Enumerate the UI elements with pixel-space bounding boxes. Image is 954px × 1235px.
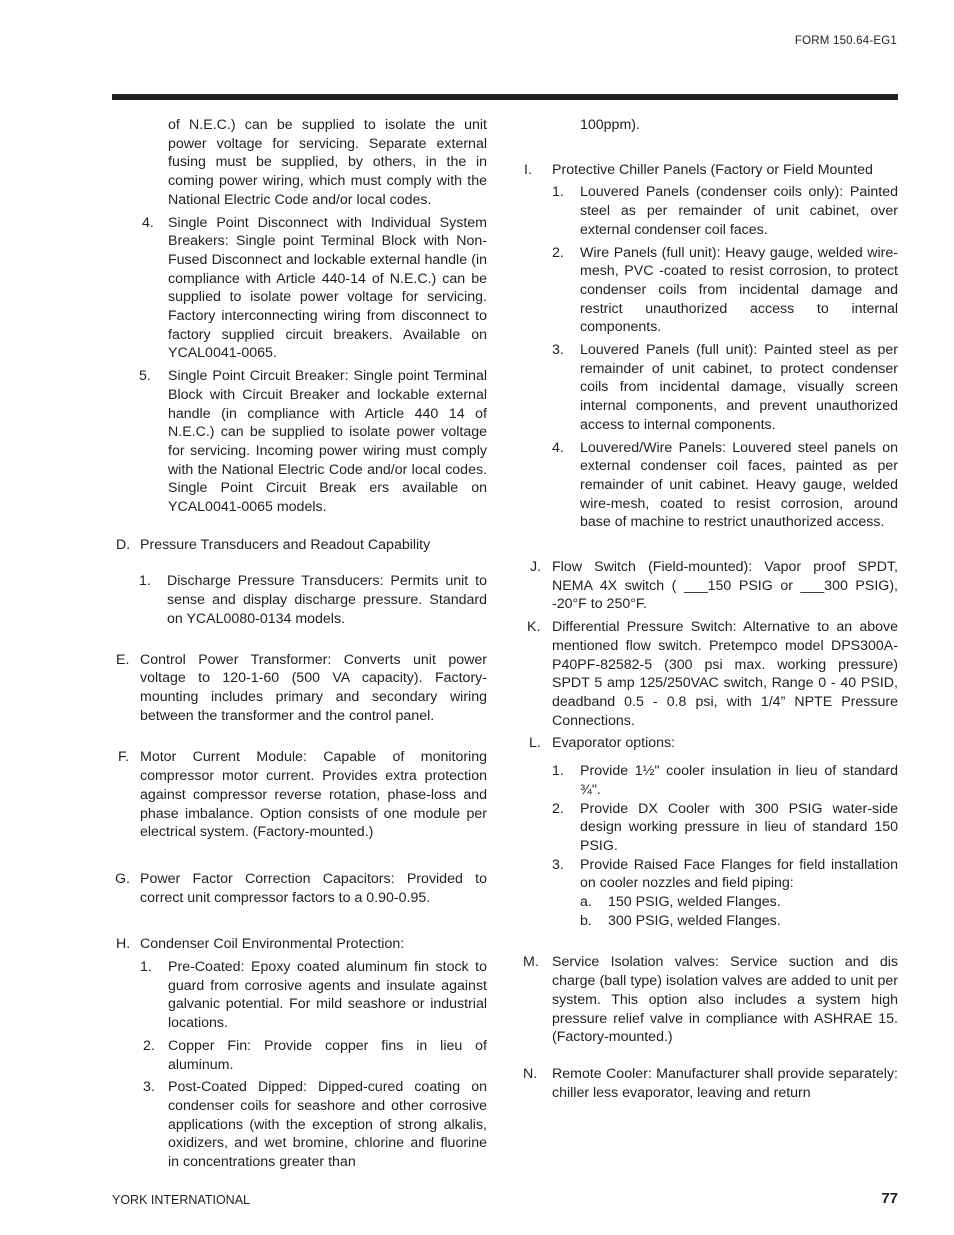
section-letter: E.: [116, 651, 130, 668]
header-rule: [112, 94, 898, 100]
section-letter: M.: [523, 954, 539, 971]
section-text: Service Isolation valves: Service suction and dis charge (ball type) isolation valves are added to unit per system. This option also includes a system high pressure relief valve in compliance with ASHRAE 15. (Factory-mounted.): [552, 954, 898, 1046]
section-letter: H.: [116, 936, 131, 953]
item-text: Louvered Panels (condenser coils only): Painted steel as per remainder of unit cabinet, over external condenser coil faces.: [580, 184, 898, 238]
section-title: Evaporator options:: [552, 735, 676, 752]
item-number: 5.: [139, 368, 151, 385]
item-number: 3.: [143, 1079, 155, 1096]
page-number: 77: [881, 1190, 898, 1207]
section-k: [521, 618, 898, 730]
left-column: [113, 116, 487, 1172]
section-text: Remote Cooler: Manufacturer shall provide separately: chiller less evaporator, leaving and return: [552, 1065, 898, 1101]
section-text: Flow Switch (Field-mounted): Vapor proof SPDT, NEMA 4X switch ( ___150 PSIG or ___300 PSIG), -20°F to 250°F.: [552, 559, 898, 613]
item-number: 1.: [552, 763, 564, 780]
section-i-item-2: [521, 244, 898, 338]
item-text: Provide Raised Face Flanges for field installation on cooler nozzles and field piping:: [580, 856, 898, 892]
right-column: [521, 116, 898, 1102]
item-text: 300 PSIG, welded Flanges.: [608, 912, 781, 929]
paragraph-text: of N.E.C.) can be supplied to isolate the unit power voltage for servicing. Separate external fusing must be supplied, by others, in the in coming power wiring, which must comply with the National Electric Code and/or local codes.: [168, 117, 487, 208]
item-number: 4.: [142, 214, 154, 231]
section-n: [521, 1065, 898, 1102]
section-h-item-3: [113, 1078, 487, 1172]
item-number: 1.: [139, 573, 151, 590]
section-l-sub-a: [521, 893, 898, 912]
section-h-item-2: [113, 1037, 487, 1074]
section-letter: D.: [116, 536, 131, 553]
item-text: Louvered/Wire Panels: Louvered steel panels on external condenser coil faces, painted as per remainder of unit cabinet. Heavy gauge, welded wire-mesh, coated to resist corrosion, around base of machine to restrict unauthorized access.: [580, 439, 898, 531]
item-number: 2.: [552, 800, 564, 817]
section-title: Condenser Coil Environmental Protection:: [140, 936, 405, 953]
section-i-item-4: [521, 439, 898, 533]
section-title: Protective Chiller Panels (Factory or Field Mounted: [552, 161, 873, 178]
section-letter: N.: [523, 1065, 538, 1082]
item-text: Wire Panels (full unit): Heavy gauge, welded wire-mesh, PVC -coated to resist corrosion, to protect condenser coils from incidental damage and restrict unauthorized access to internal components.: [580, 244, 898, 336]
section-i-heading: [521, 161, 898, 180]
section-i-item-1: [521, 183, 898, 239]
section-j: [521, 558, 898, 614]
item-text: Provide 1½" cooler insulation in lieu of standard ¾".: [580, 763, 898, 798]
section-letter: L.: [529, 735, 541, 752]
continued-paragraph: [521, 116, 898, 135]
paragraph-text: 100ppm).: [580, 117, 640, 133]
section-l-heading: [521, 734, 898, 753]
section-m: [521, 953, 898, 1047]
section-letter: I.: [524, 161, 532, 178]
item-text: Discharge Pressure Transducers: Permits unit to sense and display discharge pressure. Standard on YCAL0080-0134 models.: [167, 573, 487, 627]
item-letter: a.: [580, 894, 592, 911]
section-title: Pressure Transducers and Readout Capability: [140, 536, 431, 553]
section-f: [113, 748, 487, 842]
item-text: Post-Coated Dipped: Dipped-cured coating on condenser coils for seashore and other corrosive applications (with the exception of strong alkalis, oxidizers, and wet bromine, chlorine and fluorine in concentrations greater than: [168, 1079, 487, 1171]
section-e: [113, 651, 487, 726]
item-number: 1.: [552, 184, 564, 201]
section-d-item-1: [113, 572, 487, 628]
item-text: Provide DX Cooler with 300 PSIG water-side design working pressure in lieu of standard 150 PSIG.: [580, 800, 898, 854]
section-letter: J.: [530, 559, 542, 576]
section-letter: K.: [527, 619, 541, 636]
section-text: Power Factor Correction Capacitors: Provided to correct unit compressor factors to a 0.90-0.95.: [140, 870, 487, 906]
item-text: Louvered Panels (full unit): Painted steel as per remainder of unit cabinet, to protect condenser coils from incidental damage, visually screen internal components, and prevent unauthorized access to internal components.: [580, 342, 898, 433]
item-number: 1.: [140, 959, 152, 976]
item-number: 2.: [143, 1037, 155, 1054]
item-number: 4.: [552, 439, 564, 456]
form-number: FORM 150.64-EG1: [794, 35, 897, 47]
section-d-heading: [113, 536, 487, 555]
item-number: 3.: [552, 856, 564, 873]
section-l-item-3: [521, 856, 898, 893]
section-l-sub-b: [521, 912, 898, 931]
section-text: Control Power Transformer: Converts unit power voltage to 120-1-60 (500 VA capacity). Factory-mounting includes primary and secondary wiring between the transformer and the control panel.: [140, 651, 487, 724]
section-h-heading: [113, 935, 487, 954]
continued-paragraph: [113, 116, 487, 210]
section-letter: G.: [115, 870, 130, 887]
section-letter: F.: [118, 749, 130, 766]
list-item-5-circuit-breaker: [113, 367, 487, 517]
item-text: Copper Fin: Provide copper fins in lieu of aluminum.: [168, 1037, 487, 1073]
footer-company: YORK INTERNATIONAL: [112, 1193, 250, 1207]
item-number: 3.: [552, 342, 564, 359]
item-text: Pre-Coated: Epoxy coated aluminum fin stock to guard from corrosive agents and insulate against galvanic potential. For mild seashore or industrial locations.: [168, 959, 487, 1032]
section-text: Motor Current Module: Capable of monitoring compressor motor current. Provides extra protection against compressor reverse rotation, phase-loss and phase imbalance. Option consists of one module per electrical system. (Factory-mounted.): [140, 749, 487, 841]
section-h-item-1: [113, 958, 487, 1033]
item-letter: b.: [580, 912, 592, 929]
section-l-item-1: [521, 762, 898, 799]
item-text: Single Point Disconnect with Individual System Breakers: Single point Terminal Block with Non-Fused Disconnect and lockable external handle (in compliance with Article 440-14 of N.E.C.) can be supplied to isolate power voltage for servicing. Factory interconnecting wiring from disconnect to factory supplied circuit breakers. Available on YCAL0041-0065.: [168, 214, 487, 362]
section-g: [113, 870, 487, 907]
item-number: 2.: [552, 244, 564, 261]
item-text: Single Point Circuit Breaker: Single point Terminal Block with Circuit Breaker and lockable external handle (in compliance with Article 440 14 of N.E.C.) can be supplied to isolate power voltage for servicing. Incoming power wiring must comply with the National Electric Code and/or local codes. Single Point Circuit Break ers available on YCAL0041-0065 models.: [168, 368, 487, 516]
section-text: Differential Pressure Switch: Alternative to an above mentioned flow switch. Pretempco model DPS300A-P40PF-82582-5 (300 psi max. working pressure) SPDT 5 amp 125/250VAC switch, Range 0 - 40 PSID, deadband 0.5 - 0.8 psi, with 1/4” NPTE Pressure Connections.: [552, 619, 898, 729]
section-i-item-3: [521, 341, 898, 435]
item-text: 150 PSIG, welded Flanges.: [608, 894, 781, 911]
list-item-4-disconnect: [113, 214, 487, 364]
section-l-item-2: [521, 800, 898, 856]
